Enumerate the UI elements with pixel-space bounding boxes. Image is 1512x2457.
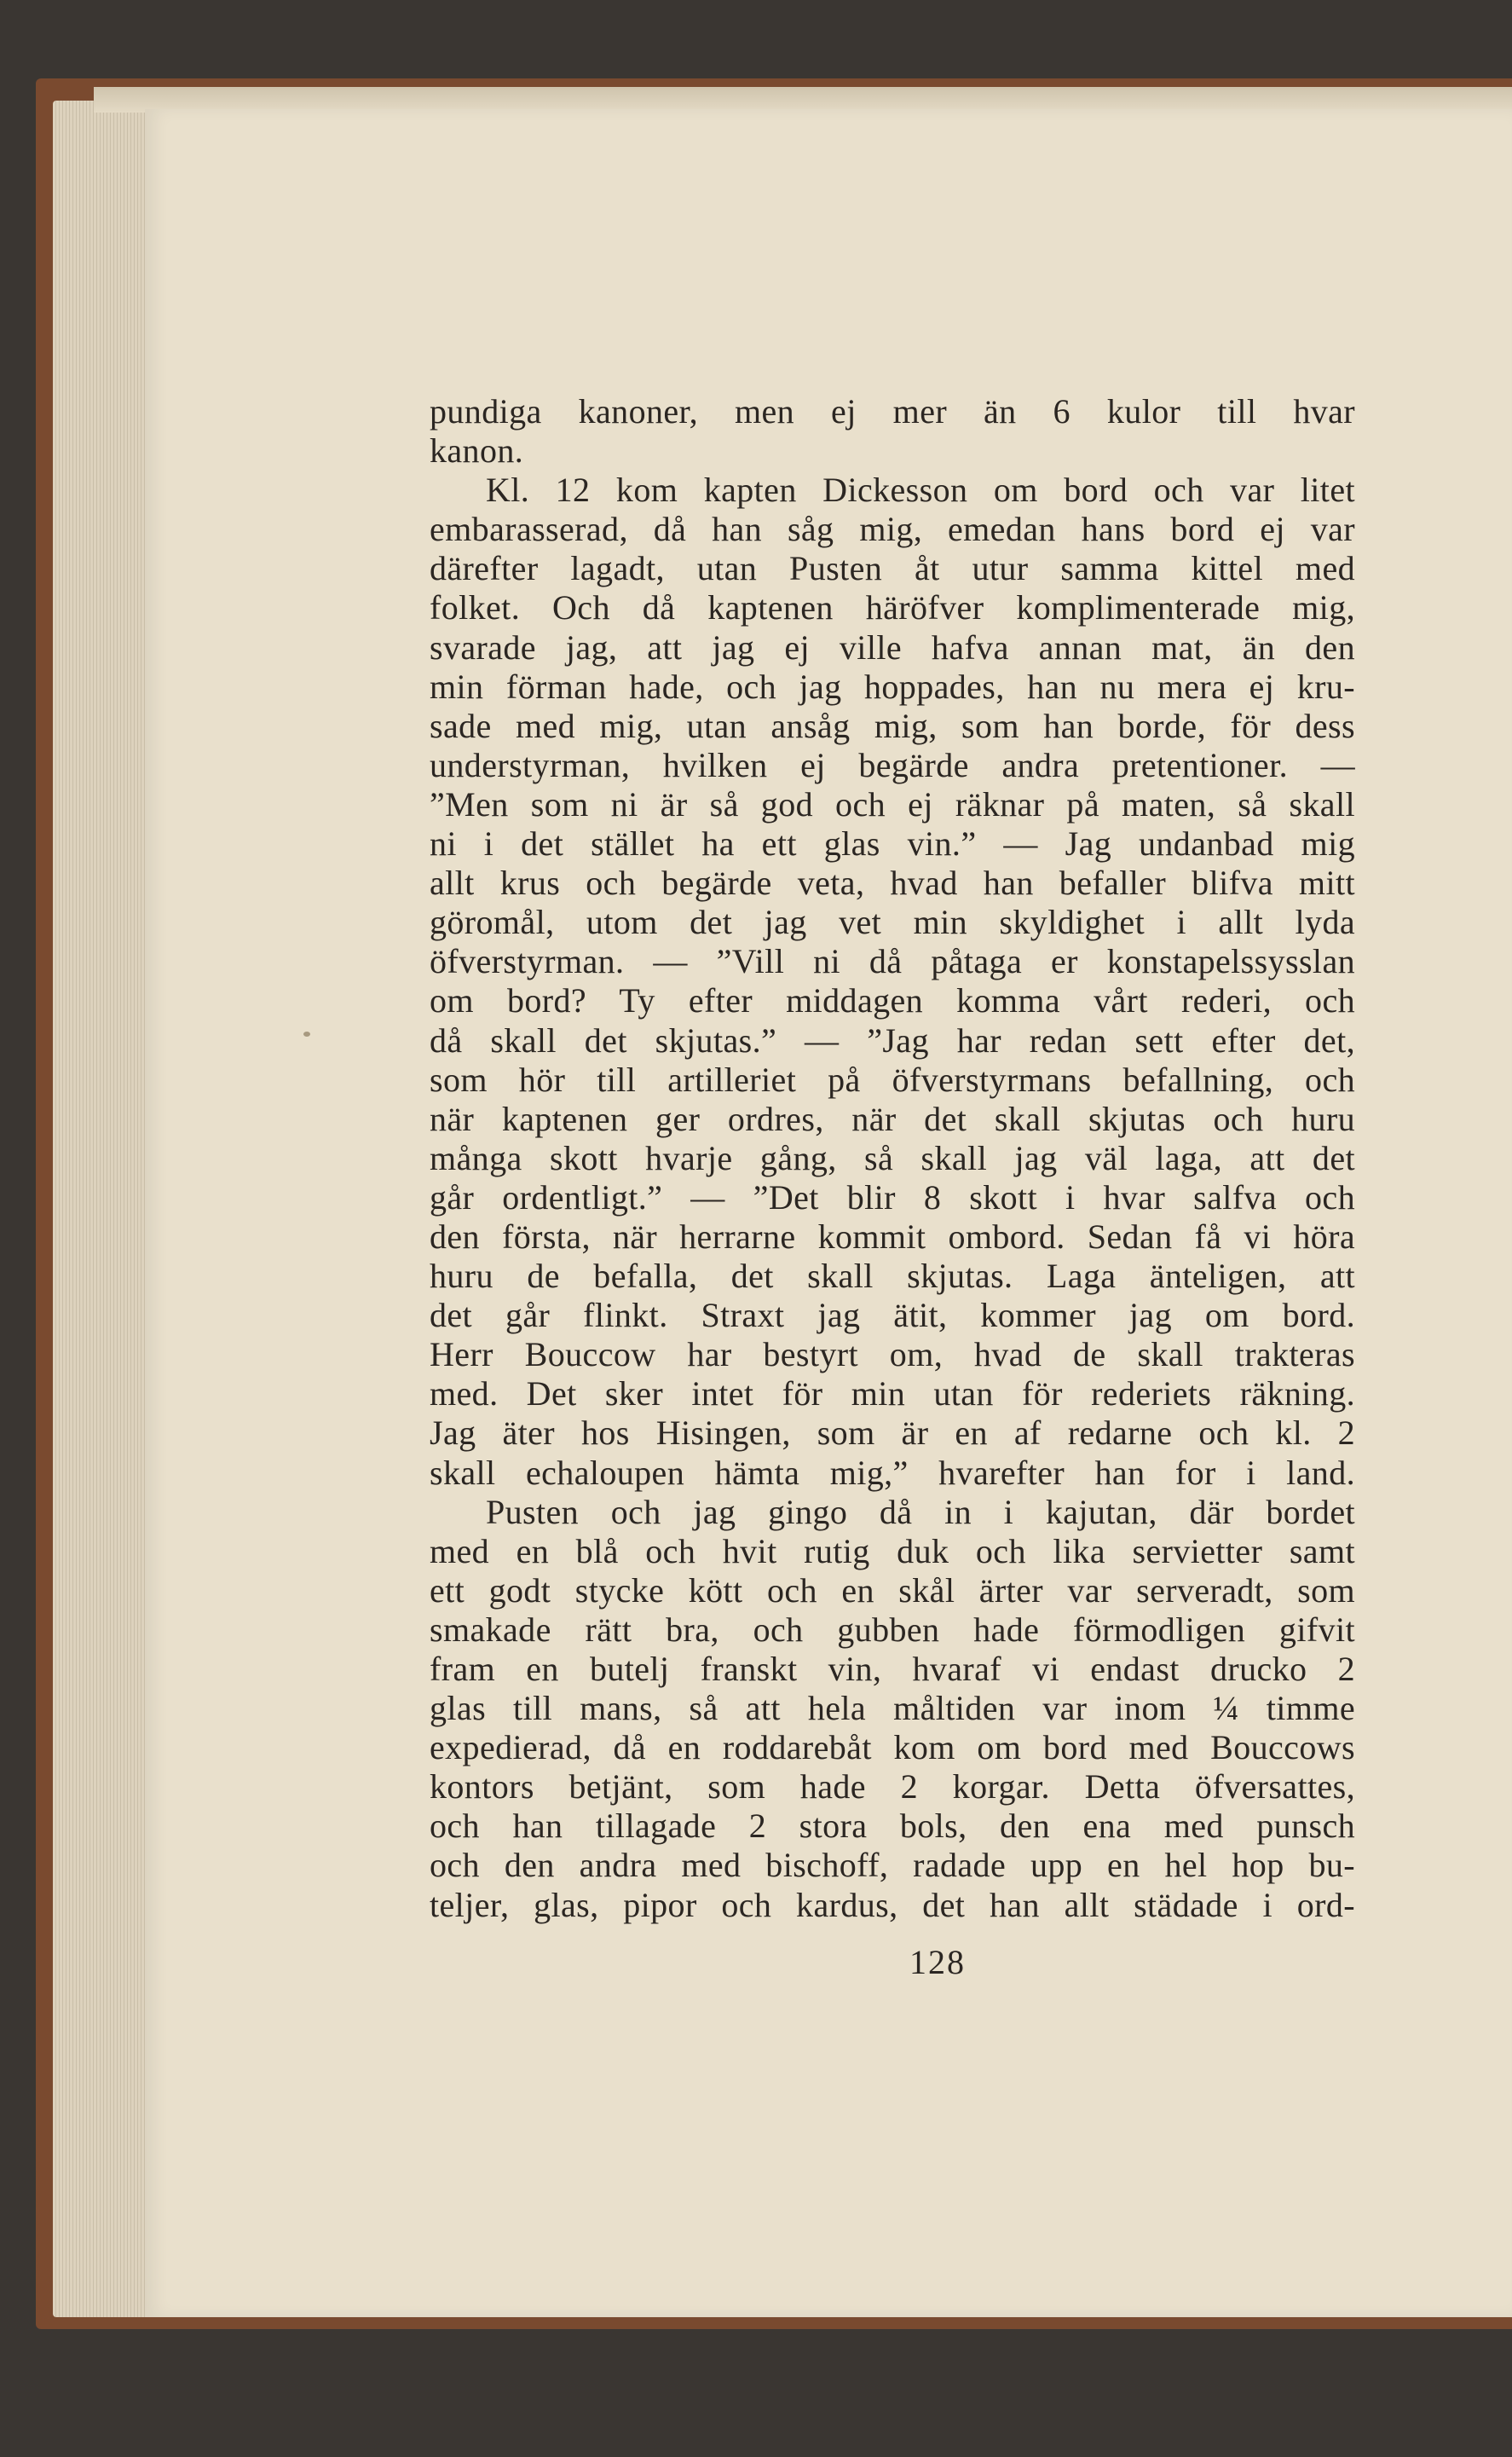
text-line: understyrman, hvilken ej begärde andra pretentioner. — [430,745,1355,784]
text-line: Pusten och jag gingo då in i kajutan, där bordet [486,1492,1355,1531]
text-line: svarade jag, att jag ej ville hafva annan mat, än den [430,627,1355,667]
text-line: ”Men som ni är så god och ej räknar på maten, så skall [430,784,1355,824]
text-line: göromål, utom det jag vet min skyldighet i allt lyda [430,903,1355,942]
text-line: Herr Bouccow har bestyrt om, hvad de skall trakteras [430,1335,1355,1374]
text-line: allt krus och begärde veta, hvad han befaller blifva mitt [430,864,1355,903]
page-number: 128 [909,1943,966,1981]
text-line: teljer, glas, pipor och kardus, det han allt städade i ord- [430,1885,1355,1924]
text-line: kontors betjänt, som hade 2 korgar. Detta öfversattes, [430,1767,1355,1807]
text-line: med en blå och hvit rutig duk och lika servietter samt [430,1531,1355,1570]
ink-speck [303,1032,310,1037]
text-line: många skott hvarje gång, så skall jag väl laga, att det [430,1138,1355,1177]
text-line: som hör till artilleriet på öfverstyrmans befallning, och [430,1060,1355,1099]
text-line: pundiga kanoner, men ej mer än 6 kulor till hvar [430,392,1355,431]
text-line: med. Det sker intet för min utan för rederiets räkning. [430,1374,1355,1413]
text-line: då skall det skjutas.” — ”Jag har redan sett efter det, [430,1020,1355,1060]
text-line: skall echaloupen hämta mig,” hvarefter han for i land. [430,1453,1355,1492]
text-line: och han tillagade 2 stora bols, den ena med punsch [430,1807,1355,1846]
text-line: sade med mig, utan ansåg mig, som han borde, för dess [430,706,1355,745]
text-line: expedierad, då en roddarebåt kom om bord med Bouccows [430,1728,1355,1767]
text-line: öfverstyrman. — ”Vill ni då påtaga er konstapelssysslan [430,942,1355,981]
text-line: min förman hade, och jag hoppades, han nu mera ej kru- [430,667,1355,706]
text-line: den första, när herrarne kommit ombord. Sedan få vi höra [430,1217,1355,1256]
text-line: huru de befalla, det skall skjutas. Laga änteligen, att [430,1257,1355,1296]
text-line: ett godt stycke kött och en skål ärter var serveradt, som [430,1570,1355,1610]
text-line: går ordentligt.” — ”Det blir 8 skott i hvar salfva och [430,1177,1355,1217]
text-line: embarasserad, då han såg mig, emedan hans bord ej var [430,510,1355,549]
text-line: Kl. 12 kom kapten Dickesson om bord och var litet [486,471,1355,510]
text-line: glas till mans, så att hela måltiden var inom ¼ timme [430,1689,1355,1728]
text-line: om bord? Ty efter middagen komma vårt rederi, och [430,981,1355,1020]
text-line: och den andra med bischoff, radade upp en hel hop bu- [430,1846,1355,1885]
text-line: folket. Och då kaptenen häröfver komplimenterade mig, [430,588,1355,627]
body-text [430,392,1355,1925]
text-line: när kaptenen ger ordres, när det skall skjutas och huru [430,1099,1355,1138]
text-line: smakade rätt bra, och gubben hade förmodligen gifvit [430,1610,1355,1649]
text-line: fram en butelj franskt vin, hvaraf vi endast drucko 2 [430,1650,1355,1688]
text-line: kanon. [430,431,524,471]
text-line: därefter lagadt, utan Pusten åt utur samma kittel med [430,549,1355,588]
text-line: ni i det stället ha ett glas vin.” — Jag undanbad mig [430,824,1355,864]
text-line: Jag äter hos Hisingen, som är en af redarne och kl. 2 [430,1413,1355,1453]
text-line: det går flinkt. Straxt jag ätit, kommer jag om bord. [430,1296,1355,1335]
